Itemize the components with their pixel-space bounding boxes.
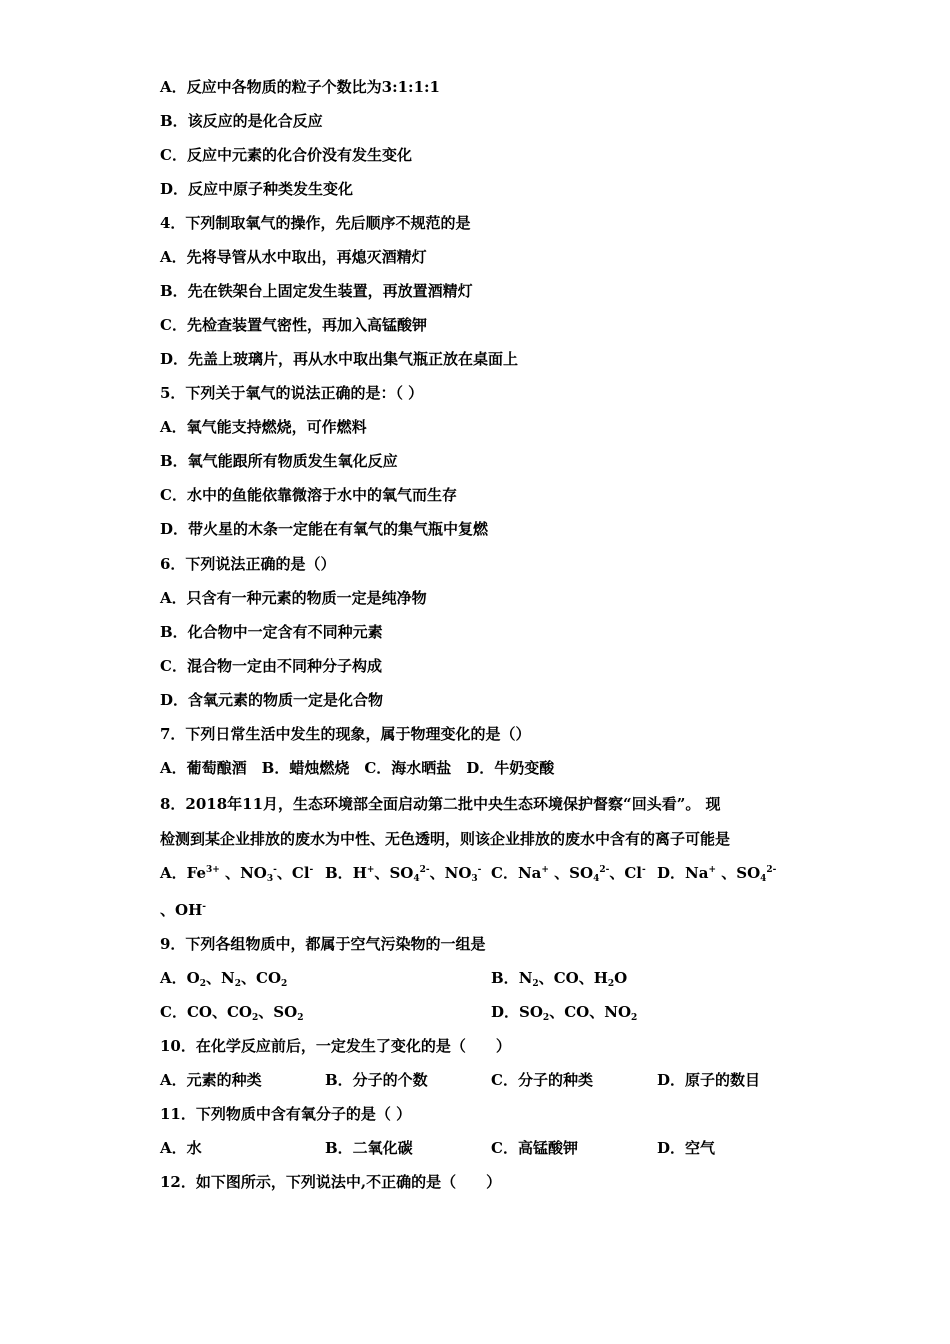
q8-stem-line2: 检测到某企业排放的废水为中性、无色透明，则该企业排放的废水中含有的离子可能是 <box>160 830 731 848</box>
q11-stem: 11．下列物质中含有氧分子的是（ ） <box>160 1105 412 1123</box>
q11-option-b: B．二氧化碳 <box>325 1139 413 1157</box>
q5-option-a: A．氧气能支持燃烧，可作燃料 <box>160 418 367 436</box>
q5-option-d: D．带火星的木条一定能在有氧气的集气瓶中复燃 <box>160 520 489 538</box>
q9-option-a: A．$O_2$、$N_2$、$CO_2$ <box>160 969 288 989</box>
q5-option-b: B．氧气能跟所有物质发生氧化反应 <box>160 452 398 470</box>
q4-option-b: B．先在铁架台上固定发生装置，再放置酒精灯 <box>160 282 473 300</box>
q8-option-a: A．$Fe^{3+}$ 、$NO_3^-$、Cl- <box>160 864 314 884</box>
q3-option-c: C．反应中元素的化合价没有发生变化 <box>160 146 412 164</box>
q8-option-d-part1: D．Na+ 、$SO_4^{2-}$ <box>657 864 777 884</box>
q9-option-b: B．$N_2$、CO、$H_2O$ <box>491 969 628 989</box>
q9-option-c: C．CO、$CO_2$、$SO_2$ <box>160 1003 304 1023</box>
q7-stem: 7．下列日常生活中发生的现象，属于物理变化的是（） <box>160 725 531 743</box>
q10-stem: 10．在化学反应前后，一定发生了变化的是（ ） <box>160 1037 511 1055</box>
q4-option-c: C．先检查装置气密性，再加入高锰酸钾 <box>160 316 427 334</box>
q11-option-c: C．高锰酸钾 <box>491 1139 578 1157</box>
q12-stem: 12．如下图所示，下列说法中,不正确的是（ ） <box>160 1173 502 1191</box>
q7-options: A．葡萄酿酒 B．蜡烛燃烧 C．海水晒盐 D．牛奶变酸 <box>160 759 555 777</box>
q9-option-d: D．$SO_2$、CO、$NO_2$ <box>491 1003 638 1023</box>
q11-option-d: D．空气 <box>657 1139 716 1157</box>
q10-option-b: B．分子的个数 <box>325 1071 428 1089</box>
q10-option-a: A．元素的种类 <box>160 1071 262 1089</box>
q8-option-d-part2: 、OH- <box>160 901 207 919</box>
q11-option-a: A．水 <box>160 1139 202 1157</box>
q8-stem-line1: 8．2018年11月，生态环境部全面启动第二批中央生态环境保护督察“回头看”。 现 <box>160 795 721 813</box>
q10-option-d: D．原子的数目 <box>657 1071 761 1089</box>
q10-option-c: C．分子的种类 <box>491 1071 593 1089</box>
q6-stem: 6．下列说法正确的是（） <box>160 555 336 573</box>
q5-option-c: C．水中的鱼能依靠微溶于水中的氧气而生存 <box>160 486 457 504</box>
q3-option-a: A．反应中各物质的粒子个数比为3:1:1:1 <box>160 78 440 96</box>
q8-option-c: C．Na+ 、$SO_4^{2-}$、Cl- <box>491 864 646 884</box>
q3-option-d: D．反应中原子种类发生变化 <box>160 180 354 198</box>
q6-option-d: D．含氧元素的物质一定是化合物 <box>160 691 384 709</box>
q4-option-a: A．先将导管从水中取出，再熄灭酒精灯 <box>160 248 427 266</box>
q8-option-b: B．H+、$SO_4^{2-}$、$NO_3^-$ <box>325 864 482 884</box>
q6-option-a: A．只含有一种元素的物质一定是纯净物 <box>160 589 427 607</box>
q6-option-c: C．混合物一定由不同种分子构成 <box>160 657 382 675</box>
q6-option-b: B．化合物中一定含有不同种元素 <box>160 623 383 641</box>
q9-stem: 9．下列各组物质中，都属于空气污染物的一组是 <box>160 935 486 953</box>
q5-stem: 5．下列关于氧气的说法正确的是：（ ） <box>160 384 424 402</box>
q3-option-b: B．该反应的是化合反应 <box>160 112 323 130</box>
q4-option-d: D．先盖上玻璃片，再从水中取出集气瓶正放在桌面上 <box>160 350 519 368</box>
q4-stem: 4．下列制取氧气的操作，先后顺序不规范的是 <box>160 214 471 232</box>
